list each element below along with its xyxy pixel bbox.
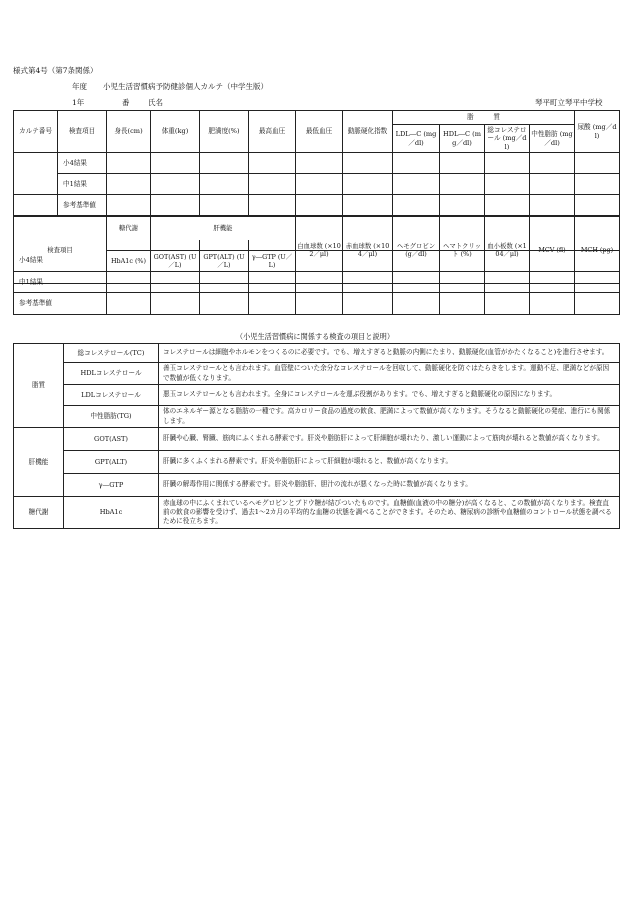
row-label-grade4: 小4結果 xyxy=(58,153,107,174)
item-desc: 肝臓に多くふくまれる酵素です。肝炎や脂肪肝によって肝細胞が壊れると、数値が高くなります。 xyxy=(159,451,620,474)
item-desc: コレステロールは細胞やホルモンをつくるのに必要です。でも、増えすぎると動脈の内側にたまり、動脈硬化(血管がかたくなること)を進行させます。 xyxy=(159,344,620,363)
exam-item-header: 検査項目 xyxy=(58,111,107,153)
cell[interactable] xyxy=(440,195,485,216)
group-label: 番 xyxy=(122,98,130,107)
explain-row xyxy=(14,344,620,363)
cell[interactable] xyxy=(343,293,393,315)
karte3-row-grade4 xyxy=(14,251,620,272)
karte-number-header: カルテ番号 xyxy=(14,111,58,153)
cell[interactable] xyxy=(393,153,440,174)
karte-number-cell xyxy=(14,153,58,174)
row-label-grade4-b: 小4結果 xyxy=(14,251,107,272)
karte3-row-jr1 xyxy=(14,272,620,293)
cell[interactable] xyxy=(249,293,296,315)
category-glucose: 糖代謝 xyxy=(14,497,64,529)
hba1c-header: HbA1c (%) xyxy=(107,240,151,283)
liver-group-header: 肝機能 xyxy=(151,217,296,241)
karte-row-reference xyxy=(14,195,620,216)
item-name: γ―GTP xyxy=(64,474,159,497)
row-label-jr1-b: 中1結果 xyxy=(14,272,107,293)
cell[interactable] xyxy=(249,174,296,195)
category-liver: 肝機能 xyxy=(14,428,64,497)
cell[interactable] xyxy=(440,272,485,293)
cell[interactable] xyxy=(200,272,249,293)
row-label-jr1: 中1結果 xyxy=(58,174,107,195)
item-name: 中性脂肪(TG) xyxy=(64,406,159,428)
karte3-row-reference xyxy=(14,293,620,315)
cell[interactable] xyxy=(249,153,296,174)
ldl-header: LDL―C (mg／dl) xyxy=(393,125,440,153)
item-name: LDLコレステロール xyxy=(64,385,159,406)
cell[interactable] xyxy=(200,251,249,272)
karte-header-row-a xyxy=(14,111,620,125)
item-name: GPT(ALT) xyxy=(64,451,159,474)
cell[interactable] xyxy=(107,195,151,216)
ggtp-header: γ―GTP (U／L) xyxy=(249,240,296,283)
glucose-group-header: 糖代謝 xyxy=(107,217,151,241)
explain-row xyxy=(14,406,620,428)
cell[interactable] xyxy=(575,272,620,293)
item-desc: 肝臓や心臓、腎臓、筋肉にふくまれる酵素です。肝炎や脂肪肝によって肝細胞が壊れたり、激しい運動によって筋肉が壊れると数値が高くなります。 xyxy=(159,428,620,451)
cell[interactable] xyxy=(151,293,200,315)
health-karte-table-3 xyxy=(13,250,620,315)
item-name: 総コレステロール(TC) xyxy=(64,344,159,363)
explain-row xyxy=(14,428,620,451)
total-chol-header: 総コレステロール (mg／dl) xyxy=(485,125,530,153)
mcv-header: MCV (fl) xyxy=(530,217,575,284)
cell[interactable] xyxy=(107,153,151,174)
cell[interactable] xyxy=(575,251,620,272)
cell[interactable] xyxy=(343,153,393,174)
cell[interactable] xyxy=(200,174,249,195)
karte-row-grade4 xyxy=(14,153,620,174)
mch-header: MCH (pg) xyxy=(575,217,620,284)
cell[interactable] xyxy=(151,251,200,272)
cell[interactable] xyxy=(393,272,440,293)
cell[interactable] xyxy=(107,251,151,272)
karte2-header-row-a xyxy=(14,217,620,241)
cell[interactable] xyxy=(249,251,296,272)
cell[interactable] xyxy=(151,272,200,293)
hdl-header: HDL―C (mg／dl) xyxy=(440,125,485,153)
cell[interactable] xyxy=(575,195,620,216)
name-label: 氏名 xyxy=(148,98,163,107)
item-name: HbA1c xyxy=(64,497,159,529)
cell[interactable] xyxy=(151,195,200,216)
explain-caption: （小児生活習慣病に関係する検査の項目と説明） xyxy=(235,332,395,341)
explain-row xyxy=(14,474,620,497)
form-title: 小児生活習慣病予防健診個人カルテ（中学生版） xyxy=(103,82,268,91)
karte-number-cell xyxy=(14,195,58,216)
cell[interactable] xyxy=(575,174,620,195)
cell[interactable] xyxy=(151,174,200,195)
plt-header: 血小板数 (×104／μl) xyxy=(485,217,530,284)
cell[interactable] xyxy=(249,195,296,216)
gpt-header: GPT(ALT) (U／L) xyxy=(200,240,249,283)
cell[interactable] xyxy=(485,174,530,195)
rbc-header: 赤血球数 (×104／μl) xyxy=(343,217,393,284)
cell[interactable] xyxy=(530,293,575,315)
cell[interactable] xyxy=(296,251,343,272)
min-bp-header: 最低血圧 xyxy=(296,111,343,153)
item-desc: 善玉コレステロールとも言われます。血管壁についた余分なコレステロールを回収して、動脈硬化を防ぐはたらきをします。運動不足、肥満などが原因で数値が低くなります。 xyxy=(159,363,620,385)
cell[interactable] xyxy=(530,251,575,272)
year-label: 年度 xyxy=(72,82,87,91)
item-name: GOT(AST) xyxy=(64,428,159,451)
cell[interactable] xyxy=(343,251,393,272)
arterio-index-header: 動脈硬化指数 xyxy=(343,111,393,153)
item-desc: 悪玉コレステロールとも言われます。全身にコレステロールを運ぶ役割があります。でも、増えすぎると動脈硬化の原因になります。 xyxy=(159,385,620,406)
cell[interactable] xyxy=(393,251,440,272)
cell[interactable] xyxy=(440,174,485,195)
cell[interactable] xyxy=(296,293,343,315)
cell[interactable] xyxy=(107,174,151,195)
karte-row-jr1 xyxy=(14,174,620,195)
health-karte-table xyxy=(13,110,620,216)
explain-row xyxy=(14,451,620,474)
category-lipid: 脂質 xyxy=(14,344,64,428)
explain-row xyxy=(14,385,620,406)
height-header: 身長(cm) xyxy=(107,111,151,153)
cell[interactable] xyxy=(530,174,575,195)
cell[interactable] xyxy=(393,195,440,216)
cell[interactable] xyxy=(151,153,200,174)
weight-header: 体重(kg) xyxy=(151,111,200,153)
cell[interactable] xyxy=(530,195,575,216)
cell[interactable] xyxy=(296,153,343,174)
hct-header: ヘマトクリット (%) xyxy=(440,217,485,284)
lipid-group-header: 脂 質 xyxy=(393,111,575,125)
wbc-header: 白血球数 (×102／μl) xyxy=(296,217,343,284)
cell[interactable] xyxy=(296,174,343,195)
cell[interactable] xyxy=(343,272,393,293)
cell[interactable] xyxy=(575,153,620,174)
uric-acid-header: 尿酸 (mg／dl) xyxy=(575,111,620,153)
cell[interactable] xyxy=(530,153,575,174)
cell[interactable] xyxy=(200,153,249,174)
cell[interactable] xyxy=(530,272,575,293)
cell[interactable] xyxy=(107,272,151,293)
cell[interactable] xyxy=(343,174,393,195)
explain-row xyxy=(14,497,620,529)
cell[interactable] xyxy=(485,293,530,315)
item-name: HDLコレステロール xyxy=(64,363,159,385)
cell[interactable] xyxy=(249,272,296,293)
cell[interactable] xyxy=(200,195,249,216)
karte-number-cell xyxy=(14,174,58,195)
got-header: GOT(AST) (U／L) xyxy=(151,240,200,283)
cell[interactable] xyxy=(107,293,151,315)
explanation-table xyxy=(13,343,620,529)
cell[interactable] xyxy=(296,195,343,216)
exam-item-header-2: 検査項目 xyxy=(14,217,107,284)
item-desc: 体のエネルギー源となる脂肪の一種です。高カロリー食品の過度の飲食、肥満によって数値が高くなります。そうなると動脈硬化の発症、進行にも関係します。 xyxy=(159,406,620,428)
item-desc: 肝臓の解毒作用に関係する酵素です。肝炎や脂肪肝、胆汁の流れが悪くなった時に数値が高くなります。 xyxy=(159,474,620,497)
cell[interactable] xyxy=(296,272,343,293)
tg-header: 中性脂肪 (mg／dl) xyxy=(530,125,575,153)
cell[interactable] xyxy=(485,153,530,174)
cell[interactable] xyxy=(393,293,440,315)
cell[interactable] xyxy=(485,251,530,272)
cell[interactable] xyxy=(485,195,530,216)
cell[interactable] xyxy=(440,153,485,174)
cell[interactable] xyxy=(440,251,485,272)
row-label-reference-b: 参考基準値 xyxy=(14,293,107,315)
max-bp-header: 最高血圧 xyxy=(249,111,296,153)
grade-label: 1年 xyxy=(72,98,85,107)
cell[interactable] xyxy=(200,293,249,315)
cell[interactable] xyxy=(485,272,530,293)
explain-row xyxy=(14,363,620,385)
cell[interactable] xyxy=(440,293,485,315)
school-name: 琴平町立琴平中学校 xyxy=(535,98,603,107)
row-label-reference: 参考基準値 xyxy=(58,195,107,216)
cell[interactable] xyxy=(343,195,393,216)
obesity-header: 肥満度(%) xyxy=(200,111,249,153)
item-desc: 赤血球の中にふくまれているヘモグロビンとブドウ糖が結びついたものです。血糖値(血液の中の糖分)が高くなると、この数値が高くなります。検査直前の飲食の影響を受けず、過去1～2カ月の平均的な血糖の状態を調べることができます。そのため、糖尿病の診断や血糖値のコントロール状態を調べるために役立ちます。 xyxy=(159,497,620,529)
form-number: 様式第4号（第7条関係） xyxy=(13,66,98,75)
cell[interactable] xyxy=(393,174,440,195)
hgb-header: ヘモグロビン (g／dl) xyxy=(393,217,440,284)
cell[interactable] xyxy=(575,293,620,315)
